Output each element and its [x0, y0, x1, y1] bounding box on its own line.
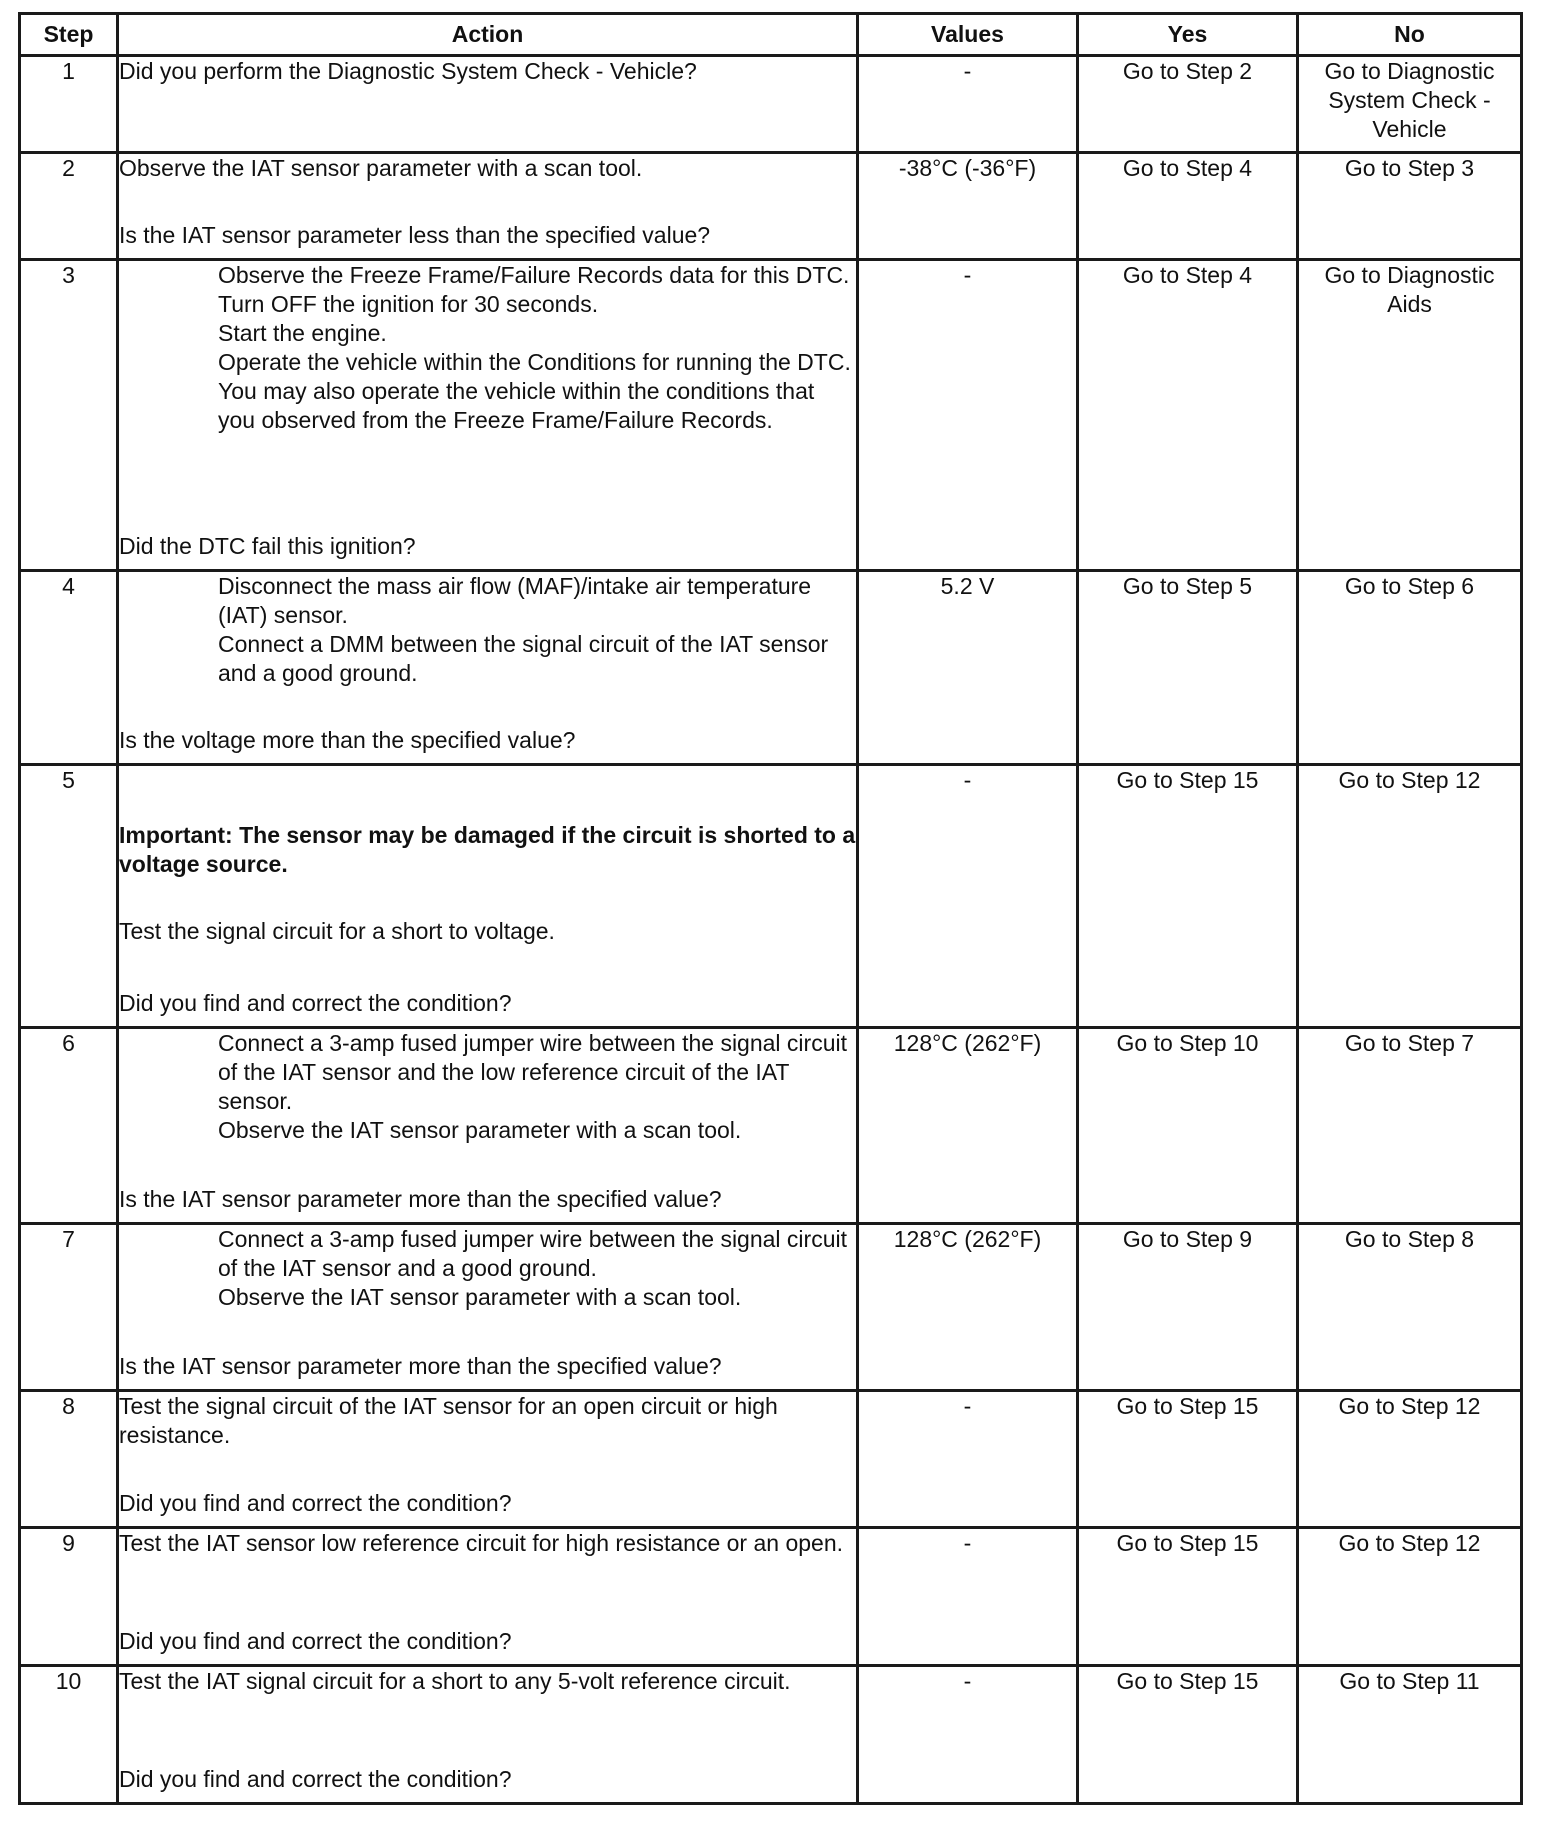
action-question: Is the IAT sensor parameter less than the specified value?: [119, 222, 711, 248]
no-cell: [1298, 56, 1522, 153]
yes-cell: Go to Step 10: [1078, 1028, 1298, 1224]
action-question: Did you find and correct the condition?: [119, 1766, 512, 1792]
step-number: 8: [20, 1391, 118, 1528]
yes-cell: Go to Step 5: [1078, 571, 1298, 765]
instruction-item: Turn OFF the ignition for 30 seconds.: [218, 291, 599, 317]
yes-cell: Go to Step 4: [1078, 153, 1298, 260]
action-cell: [118, 1528, 858, 1666]
action-question: Did you find and correct the condition?: [119, 1628, 512, 1654]
instruction-item: Operate the vehicle within the Conditions for running the DTC. You may also operate the vehicle within the conditions that you observed from the Freeze Frame/Failure Records.: [218, 349, 851, 433]
action-question: Did the DTC fail this ignition?: [119, 533, 416, 559]
action-cell: [118, 153, 858, 260]
step-number: 4: [20, 571, 118, 765]
instruction-item: Connect a 3-amp fused jumper wire between the signal circuit of the IAT sensor and the low reference circuit of the IAT sensor.: [218, 1030, 847, 1114]
yes-cell: Go to Step 15: [1078, 1391, 1298, 1528]
instruction-item: Start the engine.: [218, 320, 387, 346]
action-text: Test the IAT signal circuit for a short to any 5-volt reference circuit.: [119, 1668, 791, 1694]
no-cell: Go to Step 12: [1298, 1528, 1522, 1666]
instruction-item: Observe the IAT sensor parameter with a scan tool.: [218, 1284, 742, 1310]
step-number: 3: [20, 260, 118, 571]
action-text: Did you perform the Diagnostic System Check - Vehicle?: [119, 58, 697, 84]
yes-cell: Go to Step 9: [1078, 1224, 1298, 1391]
value-cell: -38°C (-36°F): [858, 153, 1078, 260]
header-no: No: [1298, 14, 1522, 56]
action-cell: [118, 1028, 858, 1224]
table-row: [20, 1391, 1522, 1528]
header-values: Values: [858, 14, 1078, 56]
value-cell: -: [858, 56, 1078, 153]
value-cell: 128°C (262°F): [858, 1224, 1078, 1391]
no-cell: [1298, 260, 1522, 571]
action-cell: [118, 1666, 858, 1804]
step-number: 2: [20, 153, 118, 260]
action-question: Did you find and correct the condition?: [119, 990, 512, 1016]
instruction-item: Observe the Freeze Frame/Failure Records data for this DTC.: [218, 262, 850, 288]
step-number: 10: [20, 1666, 118, 1804]
action-cell: [118, 765, 858, 1028]
yes-cell: Go to Step 2: [1078, 56, 1298, 153]
table-row: [20, 153, 1522, 260]
step-number: 7: [20, 1224, 118, 1391]
header-step: Step: [20, 14, 118, 56]
instruction-item: Disconnect the mass air flow (MAF)/intake air temperature (IAT) sensor.: [218, 573, 812, 628]
step-number: 9: [20, 1528, 118, 1666]
instruction-list: [218, 261, 856, 435]
value-cell: -: [858, 1666, 1078, 1804]
table-row: [20, 571, 1522, 765]
action-cell: [118, 571, 858, 765]
action-question: Did you find and correct the condition?: [119, 1490, 512, 1516]
yes-cell: Go to Step 4: [1078, 260, 1298, 571]
action-cell: [118, 1391, 858, 1528]
value-cell: -: [858, 260, 1078, 571]
header-row: [20, 14, 1522, 56]
no-cell: Go to Step 8: [1298, 1224, 1522, 1391]
action-text: Observe the IAT sensor parameter with a scan tool.: [119, 155, 643, 181]
instruction-item: Connect a 3-amp fused jumper wire between the signal circuit of the IAT sensor and a good ground.: [218, 1226, 847, 1281]
table-row: [20, 260, 1522, 571]
value-cell: 5.2 V: [858, 571, 1078, 765]
instruction-list: [218, 1225, 856, 1312]
instruction-list: [218, 1029, 856, 1145]
action-text: Test the IAT sensor low reference circuit for high resistance or an open.: [119, 1530, 844, 1556]
value-cell: 128°C (262°F): [858, 1028, 1078, 1224]
action-cell: [118, 1224, 858, 1391]
action-question: Is the IAT sensor parameter more than the specified value?: [119, 1353, 722, 1379]
step-number: 5: [20, 765, 118, 1028]
instruction-item: Observe the IAT sensor parameter with a scan tool.: [218, 1117, 742, 1143]
no-cell: Go to Step 7: [1298, 1028, 1522, 1224]
no-cell: Go to Step 12: [1298, 1391, 1522, 1528]
no-cell: Go to Step 3: [1298, 153, 1522, 260]
yes-cell: Go to Step 15: [1078, 1666, 1298, 1804]
table-row: [20, 765, 1522, 1028]
step-number: 6: [20, 1028, 118, 1224]
table-row: [20, 1028, 1522, 1224]
important-note: Important: The sensor may be damaged if the circuit is shorted to a voltage source.: [119, 822, 856, 877]
no-cell: Go to Step 6: [1298, 571, 1522, 765]
value-cell: -: [858, 1528, 1078, 1666]
value-cell: -: [858, 1391, 1078, 1528]
value-cell: -: [858, 765, 1078, 1028]
header-action: Action: [118, 14, 858, 56]
table-row: [20, 1666, 1522, 1804]
no-cell: Go to Step 12: [1298, 765, 1522, 1028]
yes-cell: Go to Step 15: [1078, 1528, 1298, 1666]
instruction-list: [218, 572, 856, 688]
action-question: Is the IAT sensor parameter more than the specified value?: [119, 1186, 722, 1212]
action-cell: [118, 260, 858, 571]
table-row: [20, 1528, 1522, 1666]
instruction-item: Connect a DMM between the signal circuit of the IAT sensor and a good ground.: [218, 631, 829, 686]
action-text: Test the signal circuit of the IAT sensor for an open circuit or high resistance.: [119, 1393, 778, 1448]
action-question: Is the voltage more than the specified value?: [119, 727, 576, 753]
no-link-text: Go to Diagnostic Aids: [1324, 262, 1495, 317]
no-cell: Go to Step 11: [1298, 1666, 1522, 1804]
no-link-text: Go to Diagnostic System Check - Vehicle: [1324, 58, 1495, 142]
header-yes: Yes: [1078, 14, 1298, 56]
diagnostic-table: [18, 12, 1523, 1805]
step-number: 1: [20, 56, 118, 153]
yes-cell: Go to Step 15: [1078, 765, 1298, 1028]
action-text: Test the signal circuit for a short to voltage.: [119, 918, 555, 944]
table-row: [20, 56, 1522, 153]
table-row: [20, 1224, 1522, 1391]
action-cell: [118, 56, 858, 153]
